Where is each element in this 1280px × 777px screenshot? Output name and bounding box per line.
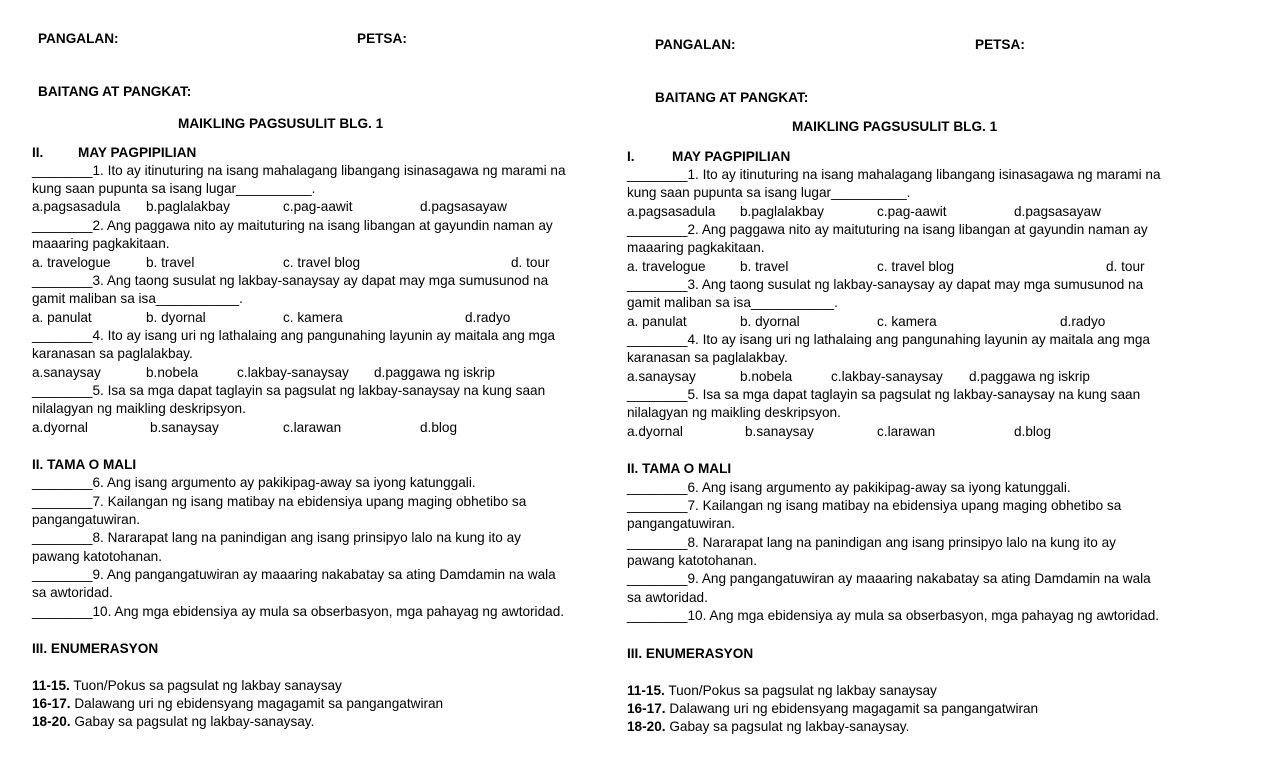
truefalse-line: ________10. Ang mga ebidensiya ay mula sa obserbasyon, mga pahayag ng awtoridad. [627,608,1160,623]
option-b: b.sanaysay [745,424,814,439]
question-4-line-2: karanasan sa paglalakbay. [32,346,193,361]
question-2-line-1: ________2. Ang paggawa nito ay maituturing na isang libangan at gayundin naman ay [627,222,1148,237]
part2-heading: II. TAMA O MALI [32,457,137,472]
option-a: a.pagsasadula [627,204,716,219]
part3-heading: III. ENUMERASYON [32,641,159,656]
option-d: d.blog [1014,424,1052,439]
option-a: a. panulat [627,314,687,329]
option-b: b. travel [146,255,195,270]
truefalse-line: sa awtoridad. [627,590,708,605]
option-c: c. kamera [283,310,343,325]
option-d: d.radyo [465,310,511,325]
quiz-title: MAIKLING PAGSUSULIT BLG. 1 [178,116,384,131]
grade-section-label: BAITANG AT PANGKAT: [38,84,192,99]
option-b: b. dyornal [740,314,800,329]
question-5-line-2: nilalagyan ng maikling deskripsyon. [32,401,246,416]
date-label: PETSA: [975,37,1025,52]
option-c: c.lakbay-sanaysay [831,369,943,384]
option-c: c. kamera [877,314,937,329]
option-a: a. travelogue [32,255,111,270]
option-d: d.pagsasayaw [420,199,507,214]
question-1-line-2: kung saan pupunta sa isang lugar__________. [627,185,911,200]
option-a: a.sanaysay [32,365,101,380]
part1-heading [627,148,791,166]
enumeration-number: 18-20. [32,714,71,729]
option-b: b.paglalakbay [740,204,824,219]
option-d: d.pagsasayaw [1014,204,1101,219]
option-c: c.larawan [877,424,936,439]
option-b: b. dyornal [146,310,206,325]
option-c: c.lakbay-sanaysay [237,365,349,380]
enumeration-number: 11-15. [627,683,665,698]
truefalse-line: ________7. Kailangan ng isang matibay na ebidensiya upang maging obhetibo sa [32,494,527,509]
quiz-sheet-left [32,0,612,777]
part1-heading-number: I. [627,149,635,164]
enumeration-number: 16-17. [627,701,666,716]
option-d: d.paggawa ng iskrip [374,365,495,380]
question-3-line-1: ________3. Ang taong susulat ng lakbay-sanaysay ay dapat may mga sumusunod na [627,277,1144,292]
enumeration-text: Tuon/Pokus sa pagsulat ng lakbay sanaysay [668,683,937,698]
enumeration-item [627,718,909,736]
truefalse-line: ________6. Ang isang argumento ay pakikipag-away sa iyong katunggali. [627,480,1071,495]
question-2-line-2: maaaring pagkakitaan. [627,240,765,255]
question-2-line-2: maaaring pagkakitaan. [32,236,170,251]
enumeration-number: 11-15. [32,678,70,693]
option-a: a.dyornal [32,420,88,435]
quiz-title: MAIKLING PAGSUSULIT BLG. 1 [792,119,998,134]
option-c: c. travel blog [877,259,955,274]
quiz-sheet-right [627,6,1217,777]
option-b: b. travel [740,259,789,274]
option-c: c. travel blog [283,255,361,270]
option-d: d.radyo [1060,314,1106,329]
question-1-line-2: kung saan pupunta sa isang lugar__________. [32,181,316,196]
question-4-line-1: ________4. Ito ay isang uri ng lathalaing ang pangunahing layunin ay maitala ang mga [32,328,555,343]
option-c: c.pag-aawit [877,204,947,219]
question-5-line-1: ________5. Isa sa mga dapat taglayin sa pagsulat ng lakbay-sanaysay na kung saan [32,383,546,398]
truefalse-line: ________9. Ang pangangatuwiran ay maaaring nakabatay sa ating Damdamin na wala [627,571,1151,586]
enumeration-text: Gabay sa pagsulat ng lakbay-sanaysay. [669,719,910,734]
option-a: a.pagsasadula [32,199,121,214]
part1-heading [32,144,197,162]
enumeration-text: Dalawang uri ng ebidensyang magagamit sa pangangatwiran [74,696,444,711]
truefalse-line: ________10. Ang mga ebidensiya ay mula sa obserbasyon, mga pahayag ng awtoridad. [32,604,565,619]
grade-section-label: BAITANG AT PANGKAT: [655,90,809,105]
enumeration-number: 18-20. [627,719,666,734]
truefalse-line: ________6. Ang isang argumento ay pakikipag-away sa iyong katunggali. [32,475,476,490]
question-4-line-2: karanasan sa paglalakbay. [627,350,788,365]
question-2-line-1: ________2. Ang paggawa nito ay maituturing na isang libangan at gayundin naman ay [32,218,553,233]
enumeration-item [627,700,1038,718]
question-5-line-1: ________5. Isa sa mga dapat taglayin sa pagsulat ng lakbay-sanaysay na kung saan [627,387,1141,402]
part2-heading: II. TAMA O MALI [627,461,732,476]
option-d: d. tour [1106,259,1145,274]
question-4-line-1: ________4. Ito ay isang uri ng lathalaing ang pangunahing layunin ay maitala ang mga [627,332,1150,347]
question-5-line-2: nilalagyan ng maikling deskripsyon. [627,405,841,420]
enumeration-text: Gabay sa pagsulat ng lakbay-sanaysay. [74,714,315,729]
part1-heading-text: MAY PAGPIPILIAN [78,145,197,160]
part3-heading: III. ENUMERASYON [627,646,754,661]
enumeration-number: 16-17. [32,696,71,711]
truefalse-line: pawang katotohanan. [32,549,163,564]
enumeration-text: Dalawang uri ng ebidensyang magagamit sa pangangatwiran [669,701,1039,716]
option-a: a.dyornal [627,424,683,439]
option-a: a. panulat [32,310,92,325]
enumeration-item [32,677,342,695]
enumeration-text: Tuon/Pokus sa pagsulat ng lakbay sanaysay [73,678,342,693]
option-c: c.larawan [283,420,342,435]
option-d: d.blog [420,420,458,435]
question-1-line-1: ________1. Ito ay itinuturing na isang mahalagang libangang isinasagawa ng marami na [32,163,566,178]
truefalse-line: pangangatuwiran. [627,516,736,531]
truefalse-line: sa awtoridad. [32,585,113,600]
option-c: c.pag-aawit [283,199,353,214]
truefalse-line: ________9. Ang pangangatuwiran ay maaaring nakabatay sa ating Damdamin na wala [32,567,556,582]
option-b: b.nobela [740,369,793,384]
question-1-line-1: ________1. Ito ay itinuturing na isang mahalagang libangang isinasagawa ng marami na [627,167,1161,182]
truefalse-line: pawang katotohanan. [627,553,758,568]
truefalse-line: ________8. Nararapat lang na panindigan ang isang prinsipyo lalo na kung ito ay [32,530,521,545]
question-3-line-1: ________3. Ang taong susulat ng lakbay-sanaysay ay dapat may mga sumusunod na [32,273,549,288]
name-label: PANGALAN: [38,31,119,46]
option-a: a. travelogue [627,259,706,274]
truefalse-line: ________7. Kailangan ng isang matibay na ebidensiya upang maging obhetibo sa [627,498,1122,513]
enumeration-item [627,682,937,700]
enumeration-item [32,695,443,713]
option-b: b.sanaysay [150,420,219,435]
question-3-line-2: gamit maliban sa isa___________. [627,295,838,310]
truefalse-line: pangangatuwiran. [32,512,141,527]
name-label: PANGALAN: [655,37,736,52]
truefalse-line: ________8. Nararapat lang na panindigan ang isang prinsipyo lalo na kung ito ay [627,535,1116,550]
option-b: b.paglalakbay [146,199,230,214]
option-b: b.nobela [146,365,199,380]
date-label: PETSA: [357,31,407,46]
option-a: a.sanaysay [627,369,696,384]
enumeration-item [32,713,314,731]
part1-heading-text: MAY PAGPIPILIAN [672,149,791,164]
option-d: d. tour [511,255,550,270]
option-d: d.paggawa ng iskrip [969,369,1090,384]
question-3-line-2: gamit maliban sa isa___________. [32,291,243,306]
part1-heading-number: II. [32,145,44,160]
